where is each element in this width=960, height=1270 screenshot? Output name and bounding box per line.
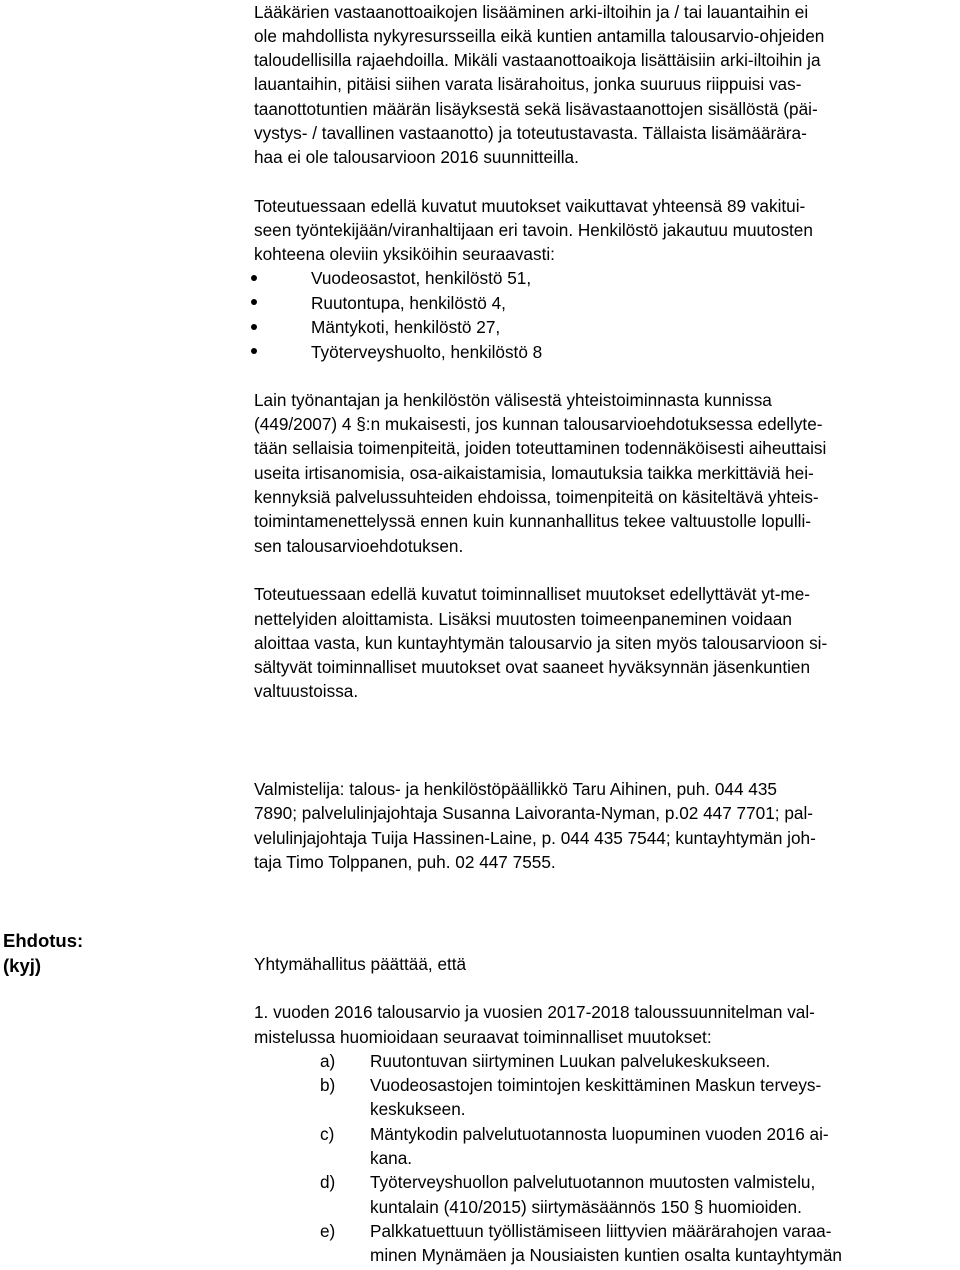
text-line: seen työntekijään/viranhaltijaan eri tavoin. Henkilöstö jakautuu muutosten — [254, 220, 813, 240]
bullet-text: Ruutontupa, henkilöstö 4, — [311, 293, 506, 313]
text-line: Toteutuessaan edellä kuvatut muutokset vaikuttavat yhteensä 89 vakitui- — [254, 196, 806, 216]
list-item-letter: b) — [320, 1075, 336, 1095]
bullet-text: Työterveyshuolto, henkilöstö 8 — [311, 342, 543, 362]
proposal-label-sub: (kyj) — [3, 955, 42, 976]
list-item-text: keskukseen. — [370, 1099, 466, 1119]
text-line: nettelyiden aloittamista. Lisäksi muutosten toimeenpaneminen voidaan — [254, 609, 792, 629]
bullet-text: Vuodeosastot, henkilöstö 51, — [311, 268, 532, 288]
text-line: lauantaihin, pitäisi siihen varata lisärahoitus, jonka suuruus riippuisi vas- — [254, 74, 802, 94]
bullet-icon — [251, 324, 257, 330]
text-line: sältyvät toiminnalliset muutokset ovat saaneet hyväksynnän jäsenkuntien — [254, 657, 811, 677]
bullet-text: Mäntykoti, henkilöstö 27, — [311, 317, 501, 337]
text-line: Toteutuessaan edellä kuvatut toiminnalliset muutokset edellyttävät yt-me- — [254, 584, 811, 604]
list-item-letter: e) — [320, 1221, 336, 1241]
text-line: taja Timo Tolppanen, puh. 02 447 7555. — [254, 852, 556, 872]
bullet-icon — [251, 299, 257, 305]
list-item-text: Palkkatuettuun työllistämiseen liittyvien määrärahojen varaa- — [370, 1221, 832, 1241]
text-line: vystys- / tavallinen vastaanotto) ja toteutustavasta. Tällaista lisämäärära- — [254, 123, 807, 143]
text-line: valtuustoissa. — [254, 681, 359, 701]
text-line: tään sellaisia toimenpiteitä, joiden toteuttaminen todennäköisesti aiheuttaisi — [254, 438, 827, 458]
text-line: haa ei ole talousarvioon 2016 suunnitteilla. — [254, 147, 579, 167]
text-line: kennyksiä palvelussuhteiden ehdoissa, toimenpiteitä on käsiteltävä yhteis- — [254, 487, 819, 507]
bullet-icon — [251, 348, 257, 354]
text-line: mistelussa huomioidaan seuraavat toiminnalliset muutokset: — [254, 1027, 712, 1047]
list-item-text: kana. — [370, 1148, 413, 1168]
text-line: 7890; palvelulinjajohtaja Susanna Laivoranta-Nyman, p.02 447 7701; pal- — [254, 803, 813, 823]
text-line: taanottotuntien määrän lisäyksestä sekä lisävastaanottojen sisällöstä (päi- — [254, 99, 818, 119]
text-line: ole mahdollista nykyresursseilla eikä kuntien antamilla talousarvio-ohjeiden — [254, 26, 825, 46]
proposal-intro: Yhtymähallitus päättää, että — [254, 954, 467, 974]
text-line: Valmistelija: talous- ja henkilöstöpäällikkö Taru Aihinen, puh. 044 435 — [254, 779, 777, 799]
text-line: taloudellisilla rajaehdoilla. Mikäli vastaanottoaikoja lisättäisiin arki-iltoihin ja — [254, 50, 821, 70]
list-item-letter: d) — [320, 1172, 336, 1192]
proposal-label: Ehdotus: — [3, 930, 84, 951]
text-line: kohteena oleviin yksiköihin seuraavasti: — [254, 244, 555, 264]
list-item-text: Ruutontuvan siirtyminen Luukan palvelukeskukseen. — [370, 1051, 771, 1071]
list-item-text: Mäntykodin palvelutuotannosta luopuminen vuoden 2016 ai- — [370, 1124, 829, 1144]
text-line: aloittaa vasta, kun kuntayhtymän talousarvio ja siten myös talousarvioon si- — [254, 633, 828, 653]
list-item-letter: a) — [320, 1051, 336, 1071]
text-line: toimintamenettelyssä ennen kuin kunnanhallitus tekee valtuustolle lopulli- — [254, 511, 812, 531]
text-line: velulinjajohtaja Tuija Hassinen-Laine, p. 044 435 7544; kuntayhtymän joh- — [254, 828, 816, 848]
text-line: useita irtisanomisia, osa-aikaistamisia, lomautuksia taikka merkittäviä hei- — [254, 463, 814, 483]
list-item-text: Työterveyshuollon palvelutuotannon muutosten valmistelu, — [370, 1172, 816, 1192]
list-item-text: Vuodeosastojen toimintojen keskittäminen Maskun terveys- — [370, 1075, 822, 1095]
text-line: 1. vuoden 2016 talousarvio ja vuosien 2017-2018 taloussuunnitelman val- — [254, 1002, 815, 1022]
text-line: (449/2007) 4 §:n mukaisesti, jos kunnan talousarvioehdotuksessa edellyte- — [254, 414, 823, 434]
list-item-letter: c) — [320, 1124, 335, 1144]
text-line: sen talousarvioehdotuksen. — [254, 536, 464, 556]
text-line: Lain työnantajan ja henkilöstön välisestä yhteistoiminnasta kunnissa — [254, 390, 772, 410]
list-item-text: minen Mynämäen ja Nousiaisten kuntien osalta kuntayhtymän — [370, 1245, 842, 1265]
text-line: Lääkärien vastaanottoaikojen lisääminen arki-iltoihin ja / tai lauantaihin ei — [254, 2, 809, 22]
bullet-icon — [251, 275, 257, 281]
list-item-text: kuntalain (410/2015) siirtymäsäännös 150 § huomioiden. — [370, 1197, 802, 1217]
